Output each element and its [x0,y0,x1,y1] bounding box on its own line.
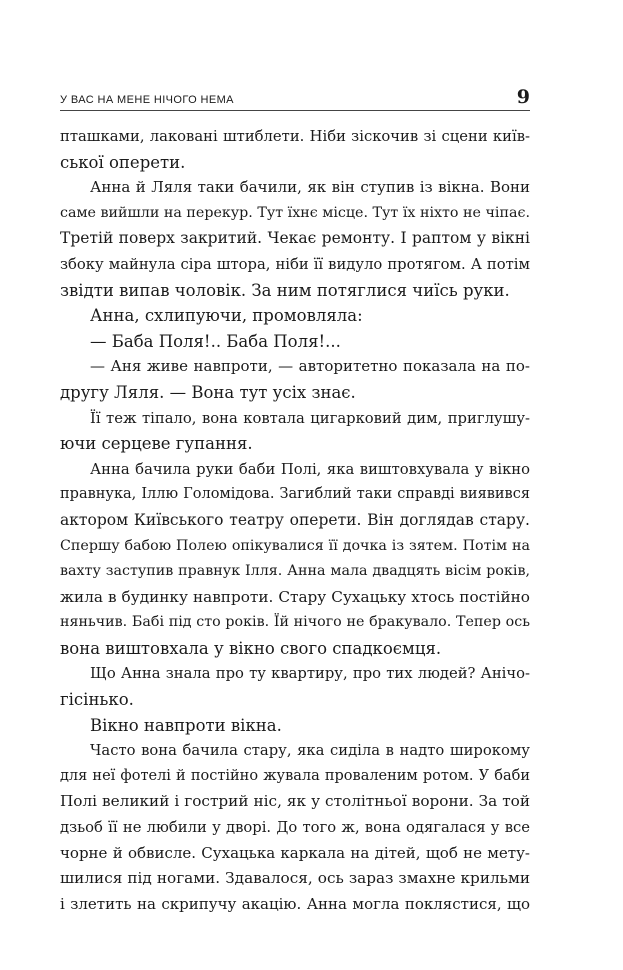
text-line: другу Ляля. — Вона тут усіх знає. [60,382,356,402]
text-line: гісінько. [60,690,134,710]
page-header [60,86,530,108]
text-line: Полі великий і гострий ніс, як у столітньої ворони. За той [60,792,530,811]
text-line: правнука, Іллю Голомідова. Загиблий таки справді виявився [60,486,530,503]
text-line: Анна й Ляля таки бачили, як він ступив із вікна. Вони [90,178,530,197]
text-line: Третій поверх закритий. Чекає ремонту. І раптом у вікні [60,229,530,248]
text-line: Анна бачила руки баби Полі, яка виштовхувала у вікно [90,460,530,478]
text-line: няньчив. Бабі під сто років. Їй нічого не бракувало. Тепер ось [60,614,530,631]
text-line: вона виштовхала у вікно свого спадкоємця. [60,638,442,658]
text-line: актором Київського театру оперети. Він доглядав стару. [60,510,530,529]
text-line: Вікно навпроти вікна. [90,715,282,735]
text-line: вахту заступив правнук Ілля. Анна мала двадцять вісім років, [60,563,530,580]
text-line: — Аня живе навпроти, — авторитетно показала на по- [90,357,530,376]
text-line: чорне й обвисле. Сухацька каркала на дітей, щоб не мету- [60,843,530,862]
body-text [60,124,530,917]
text-line: ючи серцеве гупання. [60,434,253,454]
text-line: жила в будинку навпроти. Стару Сухацьку хтось постійно [60,587,530,606]
text-line: саме вийшли на перекур. Тут їхнє місце. Тут їх ніхто не чіпає. [60,204,530,221]
text-line: звідти випав чоловік. За ним потяглися чиїсь руки. [60,280,510,300]
text-line: і злетить на скрипучу акацію. Анна могла поклястися, що [60,894,530,913]
header-rule [60,110,530,111]
text-line: для неї фотелі й постійно жувала проваленим ротом. У баби [60,767,530,784]
text-line: збоку майнула сіра штора, ніби її видуло протягом. А потім [60,255,530,273]
text-line: шилися під ногами. Здавалося, ось зараз змахне крильми [60,869,530,888]
text-line: — Баба Поля!.. Баба Поля!... [90,331,341,351]
text-line: пташками, лаковані штиблети. Ніби зіскочив зі сцени київ- [60,128,530,145]
text-line: Її теж тіпало, вона ковтала цигарковий дим, приглушу- [90,409,530,427]
running-title: У ВАС НА МЕНЕ НІЧОГО НЕМА [60,94,234,106]
text-line: дзьоб її не любили у дворі. До того ж, вона одягалася у все [60,819,530,837]
text-line: Що Анна знала про ту квартиру, про тих людей? Анічо- [90,665,530,683]
text-line: Спершу бабою Полею опікувалися її дочка із зятем. Потім на [60,537,530,554]
page-number: 9 [516,86,530,108]
text-line: ської оперети. [60,152,186,172]
text-line: Анна, схлипуючи, промовляла: [90,306,363,326]
text-line: Часто вона бачила стару, яка сиділа в надто широкому [90,742,530,760]
